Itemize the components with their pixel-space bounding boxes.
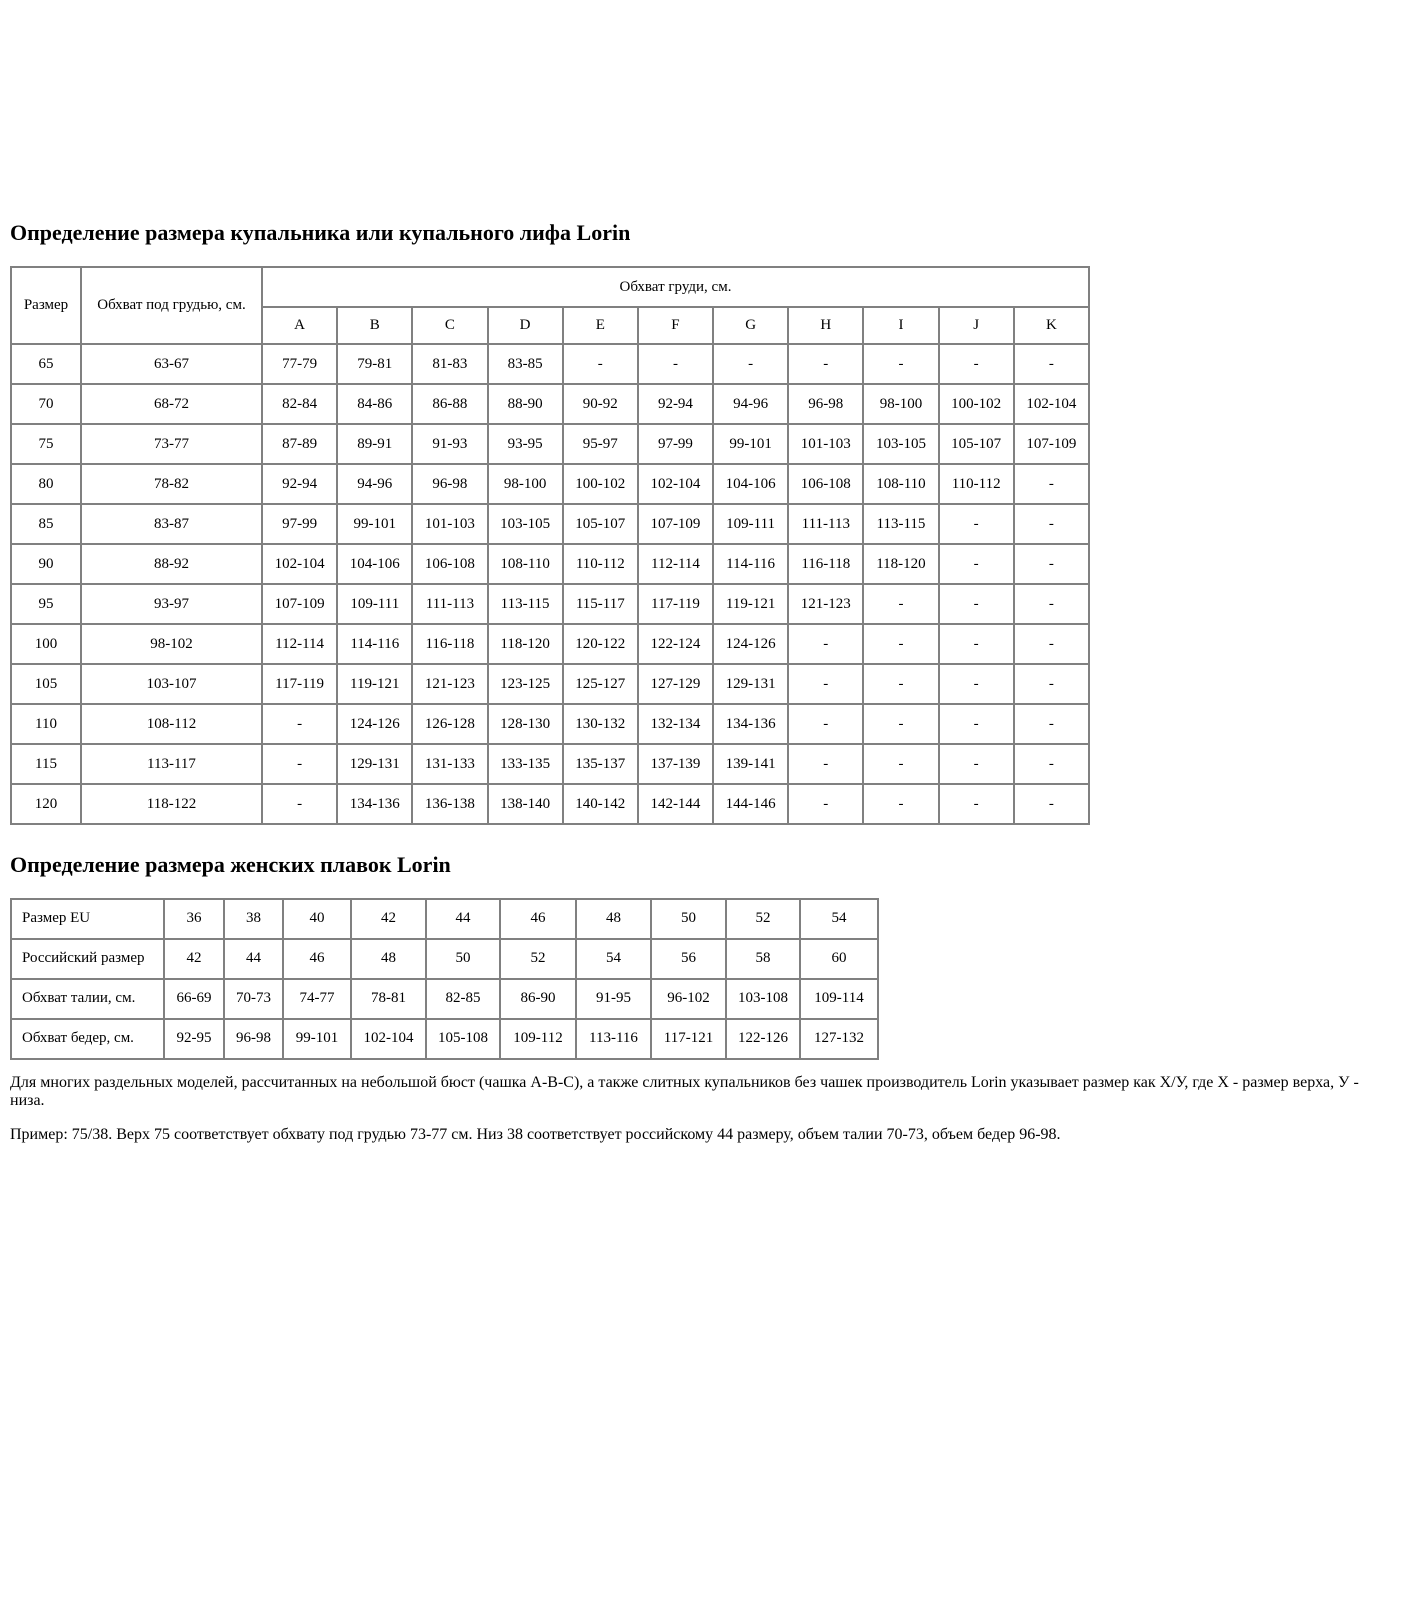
cup-cell-I: 98-100 [863,384,938,424]
cup-cell-J: 105-107 [939,424,1014,464]
value-cell: 38 [224,899,283,939]
cup-cell-E: - [563,344,638,384]
cup-cell-J: - [939,744,1014,784]
cup-cell-B: 114-116 [337,624,412,664]
cup-cell-J: - [939,704,1014,744]
cup-cell-D: 103-105 [488,504,563,544]
note-combined-sizes: Для многих раздельных моделей, рассчитанных на небольшой бюст (чашка A-B-C), а также слитных купальников без чашек производитель Lorin указывает размер как Х/У, где Х - размер верха, У - низа. [10,1073,1359,1109]
bra-size-row-75 [11,424,1089,464]
cup-cell-J: - [939,584,1014,624]
value-cell: 86-90 [500,979,576,1019]
value-cell: 56 [651,939,726,979]
value-cell: 113-116 [576,1019,651,1059]
cup-cell-B: 79-81 [337,344,412,384]
bottoms-row-2 [11,979,878,1019]
value-cell: 117-121 [651,1019,726,1059]
bottoms-row-3 [11,1019,878,1059]
cup-cell-G: 119-121 [713,584,788,624]
cup-cell-A: 112-114 [262,624,337,664]
cup-column-header-E: E [563,307,638,344]
cup-cell-C: 81-83 [412,344,487,384]
size-cell: 70 [11,384,81,424]
cup-cell-K: - [1014,744,1089,784]
underbust-cell: 108-112 [81,704,262,744]
cup-column-header-F: F [638,307,713,344]
bottoms-row-1 [11,939,878,979]
cup-column-header-K: K [1014,307,1089,344]
value-cell: 52 [726,899,800,939]
cup-cell-D: 93-95 [488,424,563,464]
size-cell: 80 [11,464,81,504]
bra-size-table [10,266,1090,825]
cup-cell-I: 108-110 [863,464,938,504]
cup-cell-I: - [863,704,938,744]
cup-cell-I: - [863,784,938,824]
cup-column-header-J: J [939,307,1014,344]
cup-cell-H: 101-103 [788,424,863,464]
cup-cell-H: - [788,784,863,824]
cup-cell-A: - [262,784,337,824]
cup-cell-K: 102-104 [1014,384,1089,424]
cup-cell-C: 86-88 [412,384,487,424]
size-cell: 65 [11,344,81,384]
bra-size-row-80 [11,464,1089,504]
value-cell: 96-102 [651,979,726,1019]
value-cell: 74-77 [283,979,351,1019]
cup-cell-K: - [1014,344,1089,384]
cup-cell-G: 99-101 [713,424,788,464]
cup-cell-J: - [939,344,1014,384]
cup-cell-K: - [1014,584,1089,624]
cup-cell-D: 113-115 [488,584,563,624]
row-label-cell: Обхват бедер, см. [11,1019,164,1059]
cup-cell-A: 97-99 [262,504,337,544]
cup-cell-F: - [638,344,713,384]
cup-cell-F: 107-109 [638,504,713,544]
cup-cell-J: - [939,544,1014,584]
cup-cell-F: 117-119 [638,584,713,624]
cup-cell-B: 124-126 [337,704,412,744]
value-cell: 54 [800,899,878,939]
cup-cell-C: 131-133 [412,744,487,784]
cup-cell-A: 107-109 [262,584,337,624]
cup-cell-E: 125-127 [563,664,638,704]
cup-cell-J: - [939,504,1014,544]
row-label-cell: Размер EU [11,899,164,939]
bra-size-row-110 [11,704,1089,744]
cup-cell-A: 82-84 [262,384,337,424]
value-cell: 54 [576,939,651,979]
cup-column-header-C: C [412,307,487,344]
cup-cell-G: 139-141 [713,744,788,784]
row-label-cell: Российский размер [11,939,164,979]
underbust-cell: 83-87 [81,504,262,544]
bra-size-row-105 [11,664,1089,704]
value-cell: 82-85 [426,979,500,1019]
size-cell: 75 [11,424,81,464]
underbust-cell: 68-72 [81,384,262,424]
cup-column-header-H: H [788,307,863,344]
underbust-cell: 63-67 [81,344,262,384]
cup-cell-H: - [788,624,863,664]
cup-cell-K: - [1014,464,1089,504]
cup-cell-J: 100-102 [939,384,1014,424]
cup-cell-I: - [863,584,938,624]
cup-cell-B: 94-96 [337,464,412,504]
cup-cell-E: 130-132 [563,704,638,744]
underbust-cell: 118-122 [81,784,262,824]
note-example: Пример: 75/38. Верх 75 соответствует обхвату под грудью 73-77 см. Низ 38 соответствует российскому 44 размеру, объем талии 70-73, объем бедер 96-98. [10,1126,1061,1144]
value-cell: 127-132 [800,1019,878,1059]
value-cell: 42 [351,899,426,939]
cup-cell-I: - [863,624,938,664]
cup-cell-B: 119-121 [337,664,412,704]
value-cell: 105-108 [426,1019,500,1059]
cup-cell-H: 111-113 [788,504,863,544]
document-page [0,220,1404,1145]
value-cell: 42 [164,939,224,979]
cup-cell-K: - [1014,704,1089,744]
cup-cell-H: 106-108 [788,464,863,504]
cup-cell-C: 116-118 [412,624,487,664]
underbust-cell: 98-102 [81,624,262,664]
cup-cell-G: 124-126 [713,624,788,664]
value-cell: 52 [500,939,576,979]
cup-cell-B: 129-131 [337,744,412,784]
cup-cell-I: - [863,744,938,784]
cup-cell-I: - [863,344,938,384]
bra-size-row-115 [11,744,1089,784]
value-cell: 122-126 [726,1019,800,1059]
cup-cell-I: - [863,664,938,704]
cup-cell-C: 111-113 [412,584,487,624]
bottoms-size-table-body [11,899,878,1059]
value-cell: 103-108 [726,979,800,1019]
cup-cell-F: 127-129 [638,664,713,704]
value-cell: 44 [224,939,283,979]
header-bust-group: Обхват груди, см. [262,267,1089,307]
underbust-cell: 73-77 [81,424,262,464]
bra-table-title: Определение размера купальника или купального лифа Lorin [10,220,631,245]
cup-cell-H: 121-123 [788,584,863,624]
cup-cell-G: 94-96 [713,384,788,424]
cup-cell-E: 135-137 [563,744,638,784]
cup-cell-E: 140-142 [563,784,638,824]
cup-cell-D: 138-140 [488,784,563,824]
value-cell: 99-101 [283,1019,351,1059]
cup-cell-E: 115-117 [563,584,638,624]
cup-cell-H: 116-118 [788,544,863,584]
cup-cell-E: 110-112 [563,544,638,584]
cup-cell-G: 144-146 [713,784,788,824]
size-cell: 95 [11,584,81,624]
cup-cell-A: 87-89 [262,424,337,464]
value-cell: 50 [651,899,726,939]
size-cell: 105 [11,664,81,704]
cup-column-header-G: G [713,307,788,344]
cup-cell-C: 121-123 [412,664,487,704]
cup-cell-B: 89-91 [337,424,412,464]
value-cell: 46 [283,939,351,979]
cup-cell-B: 84-86 [337,384,412,424]
size-cell: 90 [11,544,81,584]
cup-cell-H: - [788,664,863,704]
size-cell: 110 [11,704,81,744]
cup-cell-C: 96-98 [412,464,487,504]
cup-cell-H: - [788,344,863,384]
bra-size-row-90 [11,544,1089,584]
cup-cell-G: 129-131 [713,664,788,704]
cup-cell-E: 95-97 [563,424,638,464]
cup-cell-A: 92-94 [262,464,337,504]
cup-cell-A: 117-119 [262,664,337,704]
value-cell: 48 [576,899,651,939]
bra-size-row-85 [11,504,1089,544]
cup-cell-K: - [1014,504,1089,544]
cup-cell-E: 120-122 [563,624,638,664]
cup-cell-B: 109-111 [337,584,412,624]
cup-cell-D: 128-130 [488,704,563,744]
cup-cell-C: 106-108 [412,544,487,584]
cup-cell-C: 126-128 [412,704,487,744]
cup-column-header-D: D [488,307,563,344]
cup-cell-D: 118-120 [488,624,563,664]
value-cell: 102-104 [351,1019,426,1059]
cup-cell-J: 110-112 [939,464,1014,504]
cup-cell-E: 90-92 [563,384,638,424]
value-cell: 48 [351,939,426,979]
value-cell: 70-73 [224,979,283,1019]
cup-cell-B: 99-101 [337,504,412,544]
bra-size-row-65 [11,344,1089,384]
cup-cell-A: 102-104 [262,544,337,584]
cup-cell-G: 104-106 [713,464,788,504]
bra-size-row-70 [11,384,1089,424]
cup-cell-J: - [939,624,1014,664]
row-label-cell: Обхват талии, см. [11,979,164,1019]
cup-cell-F: 112-114 [638,544,713,584]
cup-column-header-B: B [337,307,412,344]
cup-cell-A: - [262,744,337,784]
value-cell: 92-95 [164,1019,224,1059]
underbust-cell: 113-117 [81,744,262,784]
value-cell: 58 [726,939,800,979]
value-cell: 91-95 [576,979,651,1019]
underbust-cell: 93-97 [81,584,262,624]
bra-table-header-row [11,267,1089,307]
value-cell: 60 [800,939,878,979]
cup-cell-G: 109-111 [713,504,788,544]
cup-cell-B: 134-136 [337,784,412,824]
cup-cell-J: - [939,784,1014,824]
cup-column-header-I: I [863,307,938,344]
cup-cell-K: - [1014,784,1089,824]
cup-cell-C: 101-103 [412,504,487,544]
value-cell: 109-112 [500,1019,576,1059]
bottoms-row-0 [11,899,878,939]
cup-cell-F: 142-144 [638,784,713,824]
size-cell: 85 [11,504,81,544]
cup-cell-I: 118-120 [863,544,938,584]
cup-cell-A: 77-79 [262,344,337,384]
size-cell: 100 [11,624,81,664]
cup-cell-F: 102-104 [638,464,713,504]
cup-cell-F: 132-134 [638,704,713,744]
value-cell: 36 [164,899,224,939]
bra-size-table-body [11,344,1089,824]
header-size: Размер [11,267,81,344]
cup-cell-K: - [1014,624,1089,664]
cup-cell-D: 108-110 [488,544,563,584]
cup-cell-C: 91-93 [412,424,487,464]
cup-cell-K: - [1014,544,1089,584]
bra-size-row-95 [11,584,1089,624]
cup-cell-F: 122-124 [638,624,713,664]
bottoms-size-table [10,898,879,1060]
cup-cell-H: - [788,744,863,784]
cup-cell-I: 113-115 [863,504,938,544]
cup-cell-E: 100-102 [563,464,638,504]
cup-cell-F: 92-94 [638,384,713,424]
cup-cell-F: 97-99 [638,424,713,464]
value-cell: 46 [500,899,576,939]
cup-cell-H: 96-98 [788,384,863,424]
bra-size-row-100 [11,624,1089,664]
cup-cell-D: 98-100 [488,464,563,504]
cup-cell-B: 104-106 [337,544,412,584]
cup-cell-C: 136-138 [412,784,487,824]
cup-cell-I: 103-105 [863,424,938,464]
cup-cell-K: 107-109 [1014,424,1089,464]
cup-cell-D: 83-85 [488,344,563,384]
cup-cell-G: - [713,344,788,384]
underbust-cell: 88-92 [81,544,262,584]
header-underbust: Обхват под грудью, см. [81,267,262,344]
value-cell: 78-81 [351,979,426,1019]
value-cell: 44 [426,899,500,939]
value-cell: 40 [283,899,351,939]
bottoms-table-title: Определение размера женских плавок Lorin [10,852,451,878]
bra-size-row-120 [11,784,1089,824]
cup-cell-D: 88-90 [488,384,563,424]
value-cell: 96-98 [224,1019,283,1059]
cup-cell-D: 133-135 [488,744,563,784]
cup-cell-G: 114-116 [713,544,788,584]
cup-cell-H: - [788,704,863,744]
value-cell: 109-114 [800,979,878,1019]
underbust-cell: 78-82 [81,464,262,504]
underbust-cell: 103-107 [81,664,262,704]
cup-cell-A: - [262,704,337,744]
size-cell: 120 [11,784,81,824]
cup-cell-J: - [939,664,1014,704]
cup-cell-D: 123-125 [488,664,563,704]
cup-cell-K: - [1014,664,1089,704]
cup-cell-E: 105-107 [563,504,638,544]
size-cell: 115 [11,744,81,784]
cup-column-header-A: A [262,307,337,344]
value-cell: 66-69 [164,979,224,1019]
bra-size-table-head [11,267,1089,344]
cup-cell-G: 134-136 [713,704,788,744]
cup-cell-F: 137-139 [638,744,713,784]
value-cell: 50 [426,939,500,979]
